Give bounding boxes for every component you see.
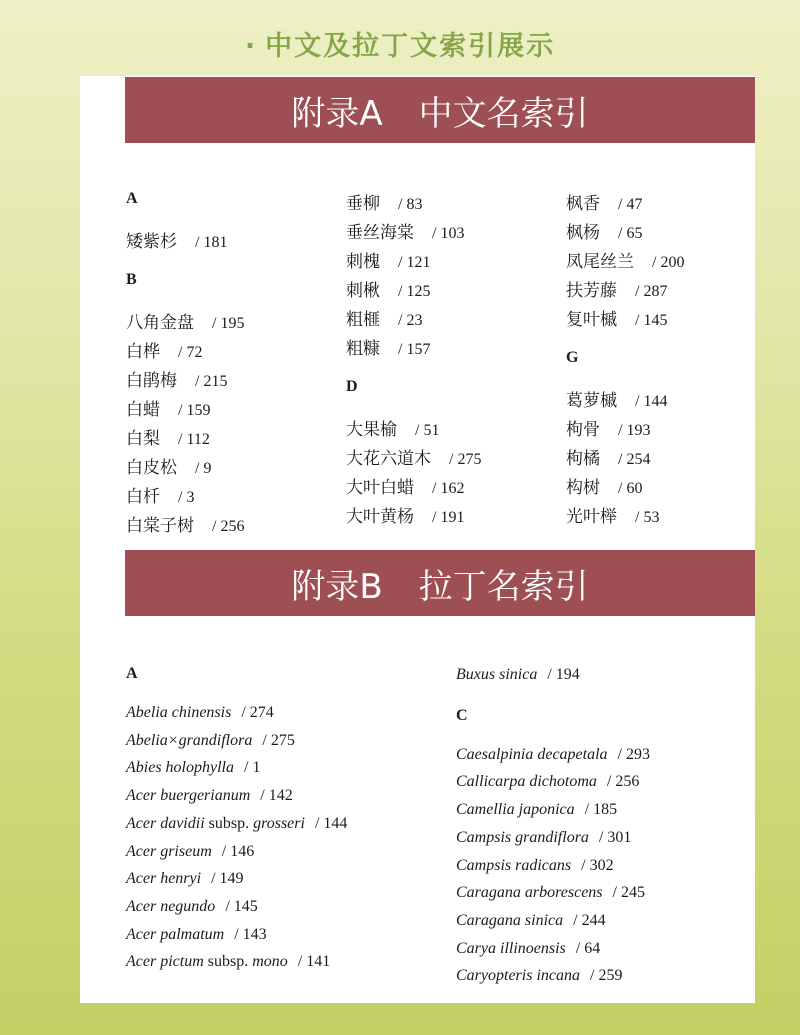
index-entry <box>126 424 210 449</box>
entry-name: 枸橘 <box>566 449 600 469</box>
entry-page: 83 <box>406 196 423 213</box>
latin-name: Abies holophylla <box>126 759 234 777</box>
entry-page: 275 <box>457 451 482 468</box>
entry-page: 191 <box>440 509 465 526</box>
entry-separator: / <box>606 773 616 791</box>
latin-name: Acer griseum <box>126 842 212 860</box>
entry-separator: / <box>166 344 187 361</box>
entry-page: 162 <box>440 480 465 497</box>
rank-abbreviation: subsp. <box>204 814 254 832</box>
index-letter-heading: D <box>346 378 358 395</box>
index-entry <box>126 868 244 888</box>
entry-page: 259 <box>598 967 623 985</box>
entry-name: 白杄 <box>126 487 160 507</box>
entry-page: 215 <box>203 373 228 390</box>
index-entry <box>456 965 622 985</box>
entry-page: 144 <box>323 814 348 832</box>
entry-separator: / <box>386 341 407 358</box>
index-letter-heading: B <box>126 271 137 288</box>
latin-name: Acer davidii <box>126 814 205 832</box>
index-entry <box>346 276 430 301</box>
index-entry <box>566 386 667 411</box>
appendix-a-label: 附录A <box>291 93 383 134</box>
entry-page: 181 <box>203 234 228 251</box>
index-entry <box>346 218 464 243</box>
index-entry <box>126 951 330 971</box>
entry-page: 72 <box>186 344 203 361</box>
entry-separator: / <box>200 315 221 332</box>
entry-name: 矮紫杉 <box>126 232 177 252</box>
entry-separator: / <box>617 745 626 763</box>
entry-page: 65 <box>626 225 643 242</box>
latin-name: Acer palmatum <box>126 925 225 943</box>
entry-name: 枫香 <box>566 194 600 214</box>
index-letter-heading: A <box>126 190 138 207</box>
index-entry <box>126 227 227 252</box>
entry-separator: / <box>575 939 585 957</box>
index-page-sheet <box>80 76 755 1003</box>
entry-page: 245 <box>620 884 645 902</box>
entry-name: 光叶榉 <box>566 507 617 527</box>
entry-page: 159 <box>186 402 211 419</box>
entry-name: 凤尾丝兰 <box>566 252 634 272</box>
entry-separator: / <box>623 509 644 526</box>
index-entry <box>126 702 274 722</box>
entry-page: 254 <box>626 451 651 468</box>
entry-separator: / <box>200 518 221 535</box>
index-entry <box>566 444 650 469</box>
entry-name: 大果榆 <box>346 420 397 440</box>
entry-name: 葛萝槭 <box>566 391 617 411</box>
index-entry <box>346 247 430 272</box>
index-entry <box>456 664 580 684</box>
entry-separator: / <box>640 254 661 271</box>
entry-separator: / <box>606 196 627 213</box>
entry-separator: / <box>183 234 204 251</box>
entry-page: 143 <box>242 925 267 943</box>
entry-page: 244 <box>581 911 606 929</box>
index-entry <box>456 882 645 902</box>
entry-separator: / <box>623 312 644 329</box>
entry-page: 3 <box>186 489 195 506</box>
entry-page: 275 <box>270 731 295 749</box>
entry-separator: / <box>386 196 407 213</box>
index-entry <box>566 502 659 527</box>
latin-name: Acer negundo <box>126 897 216 915</box>
entry-separator: / <box>297 953 307 971</box>
latin-name: mono <box>252 953 288 971</box>
entry-separator: / <box>183 373 204 390</box>
entry-page: 112 <box>186 431 210 448</box>
entry-separator: / <box>166 402 187 419</box>
entry-name: 垂柳 <box>346 194 380 214</box>
index-entry <box>126 757 260 777</box>
index-entry <box>126 785 293 805</box>
entry-name: 白棠子树 <box>126 516 194 536</box>
entry-page: 193 <box>626 422 651 439</box>
entry-name: 白桦 <box>126 342 160 362</box>
entry-name: 大叶黄杨 <box>346 507 414 527</box>
entry-page: 200 <box>660 254 685 271</box>
entry-separator: / <box>606 422 627 439</box>
entry-page: 53 <box>643 509 660 526</box>
index-entry <box>126 308 244 333</box>
entry-separator: / <box>420 509 441 526</box>
entry-page: 274 <box>249 704 274 721</box>
index-entry <box>126 366 227 391</box>
latin-name: grosseri <box>253 814 305 832</box>
entry-page: 146 <box>230 842 255 860</box>
entry-separator: / <box>623 283 644 300</box>
index-entry <box>566 276 667 301</box>
latin-name: Caragana sinica <box>456 911 564 929</box>
entry-separator: / <box>420 225 441 242</box>
appendix-b-banner <box>125 550 755 616</box>
index-entry <box>566 247 684 272</box>
index-entry <box>126 813 347 833</box>
entry-name: 刺楸 <box>346 281 380 301</box>
entry-name: 构树 <box>566 478 600 498</box>
index-entry <box>456 771 639 791</box>
latin-name: Buxus sinica <box>456 666 538 683</box>
entry-page: 103 <box>440 225 465 242</box>
entry-page: 9 <box>203 460 212 477</box>
latin-name: Caryopteris incana <box>456 967 580 985</box>
appendix-b-title: 拉丁名索引 <box>418 566 589 607</box>
entry-name: 枫杨 <box>566 223 600 243</box>
entry-name: 八角金盘 <box>126 313 194 333</box>
latin-name: Caesalpinia decapetala <box>456 745 608 763</box>
latin-name: Camellia japonica <box>456 801 575 819</box>
entry-name: 白鹃梅 <box>126 371 177 391</box>
latin-name: Acer pictum <box>126 953 204 971</box>
entry-separator: / <box>386 312 407 329</box>
entry-page: 125 <box>406 283 431 300</box>
entry-separator: / <box>606 480 627 497</box>
index-entry <box>126 395 210 420</box>
entry-name: 白梨 <box>126 429 160 449</box>
entry-page: 144 <box>643 393 668 410</box>
entry-separator: / <box>606 451 627 468</box>
entry-page: 185 <box>593 801 618 819</box>
index-letter-heading: C <box>456 706 468 724</box>
entry-separator: / <box>225 897 234 915</box>
entry-page: 121 <box>406 254 431 271</box>
index-entry <box>346 444 481 469</box>
entry-page: 195 <box>220 315 245 332</box>
entry-separator: / <box>584 801 594 819</box>
entry-separator: / <box>403 422 424 439</box>
entry-page: 293 <box>625 745 650 763</box>
entry-separator: / <box>166 489 187 506</box>
index-entry <box>126 841 254 861</box>
appendix-a-banner <box>125 77 755 143</box>
page-heading-text: 中文及拉丁文索引展示 <box>265 31 556 62</box>
index-entry <box>346 502 464 527</box>
entry-name: 粗糠 <box>346 339 380 359</box>
entry-separator: / <box>314 814 324 832</box>
index-entry <box>566 218 642 243</box>
rank-abbreviation: subsp. <box>203 953 253 971</box>
entry-page: 23 <box>406 312 423 329</box>
index-entry <box>126 730 295 750</box>
latin-name: Acer henryi <box>126 870 202 888</box>
entry-separator: / <box>547 666 556 683</box>
entry-name: 刺槐 <box>346 252 380 272</box>
entry-page: 194 <box>555 666 580 683</box>
entry-name: 大叶白蜡 <box>346 478 414 498</box>
entry-separator: / <box>420 480 441 497</box>
latin-name: Acer buergerianum <box>126 787 251 805</box>
entry-page: 256 <box>615 773 640 791</box>
entry-separator: / <box>262 731 271 749</box>
index-entry <box>126 896 258 916</box>
entry-separator: / <box>183 460 204 477</box>
entry-page: 142 <box>268 787 293 805</box>
entry-page: 301 <box>607 828 632 846</box>
page-heading <box>0 24 800 63</box>
entry-separator: / <box>581 856 590 874</box>
index-entry <box>456 855 614 875</box>
entry-page: 287 <box>643 283 668 300</box>
entry-page: 145 <box>643 312 668 329</box>
index-entry <box>456 938 600 958</box>
latin-name: Callicarpa dichotoma <box>456 773 597 791</box>
entry-name: 扶芳藤 <box>566 281 617 301</box>
entry-name: 白蜡 <box>126 400 160 420</box>
entry-separator: / <box>234 925 243 943</box>
entry-page: 51 <box>423 422 440 439</box>
latin-name: Abelia×grandiflora <box>126 731 253 749</box>
entry-separator: / <box>386 283 407 300</box>
entry-name: 白皮松 <box>126 458 177 478</box>
index-entry <box>346 473 464 498</box>
index-entry <box>346 305 422 330</box>
entry-name: 粗榧 <box>346 310 380 330</box>
entry-page: 157 <box>406 341 431 358</box>
index-entry <box>566 473 642 498</box>
entry-name: 大花六道木 <box>346 449 431 469</box>
entry-separator: / <box>221 842 231 860</box>
index-entry <box>126 482 194 507</box>
index-entry <box>566 189 642 214</box>
entry-separator: / <box>260 787 269 805</box>
index-entry <box>126 924 267 944</box>
entry-page: 60 <box>626 480 643 497</box>
latin-name: Campsis grandiflora <box>456 828 589 846</box>
bullet-dot-icon: · <box>244 31 258 62</box>
index-entry <box>566 305 667 330</box>
index-entry <box>346 415 439 440</box>
entry-name: 垂丝海棠 <box>346 223 414 243</box>
entry-separator: / <box>623 393 644 410</box>
entry-separator: / <box>437 451 458 468</box>
index-entry <box>456 799 617 819</box>
index-entry <box>456 744 650 764</box>
entry-page: 141 <box>306 953 331 971</box>
entry-separator: / <box>386 254 407 271</box>
appendix-a-title: 中文名索引 <box>418 93 589 134</box>
index-entry <box>346 189 422 214</box>
entry-separator: / <box>590 967 599 985</box>
entry-separator: / <box>612 884 621 902</box>
entry-separator: / <box>241 704 250 721</box>
entry-separator: / <box>573 911 582 929</box>
latin-name: Caragana arborescens <box>456 884 603 902</box>
index-entry <box>456 910 606 930</box>
entry-separator: / <box>166 431 187 448</box>
entry-name: 复叶槭 <box>566 310 617 330</box>
index-entry <box>346 334 430 359</box>
entry-separator: / <box>243 759 253 777</box>
index-letter-heading: A <box>126 665 138 682</box>
index-entry <box>126 453 211 478</box>
entry-page: 47 <box>626 196 643 213</box>
entry-page: 256 <box>220 518 245 535</box>
entry-separator: / <box>211 870 220 888</box>
index-entry <box>456 827 631 847</box>
entry-page: 149 <box>219 870 244 888</box>
latin-name: Abelia chinensis <box>126 704 232 721</box>
index-letter-heading: G <box>566 349 579 366</box>
entry-page: 1 <box>252 759 261 777</box>
entry-page: 145 <box>233 897 258 915</box>
entry-page: 64 <box>584 939 601 957</box>
index-entry <box>126 511 244 536</box>
entry-separator: / <box>598 828 608 846</box>
entry-page: 302 <box>589 856 614 874</box>
entry-name: 枸骨 <box>566 420 600 440</box>
entry-separator: / <box>606 225 627 242</box>
index-entry <box>126 337 202 362</box>
index-entry <box>566 415 650 440</box>
appendix-b-label: 附录B <box>291 566 383 607</box>
latin-name: Campsis radicans <box>456 856 572 874</box>
latin-name: Carya illinoensis <box>456 939 566 957</box>
